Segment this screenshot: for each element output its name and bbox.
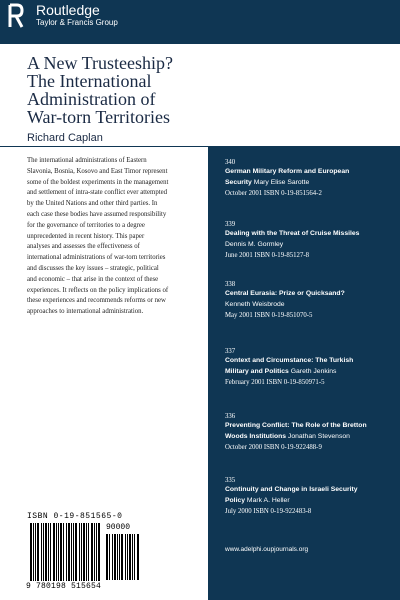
series-number: 338 xyxy=(225,281,236,288)
series-title-line: Context and Circumstance: The Turkish xyxy=(225,357,354,364)
barcode-bar xyxy=(73,523,74,581)
barcode-bar xyxy=(98,523,100,581)
abstract-text xyxy=(27,156,203,318)
barcode-bar xyxy=(109,534,110,580)
series-entry xyxy=(225,158,395,199)
series-title xyxy=(225,167,395,178)
barcode-bar xyxy=(117,534,118,580)
barcode-ean: 9 780198 515654 xyxy=(26,582,102,591)
barcode-bar xyxy=(71,523,72,581)
abstract-line: for the governance of territories to a degree xyxy=(27,221,145,229)
series-title xyxy=(225,485,395,496)
barcode-bar xyxy=(112,534,113,580)
series-title-cont xyxy=(225,496,395,507)
book-title xyxy=(27,54,227,126)
series-title xyxy=(225,289,395,300)
series-date: June 2001 ISBN 0-19-85127-8 xyxy=(225,252,310,259)
series-title xyxy=(225,356,395,367)
barcode-bars xyxy=(30,523,102,583)
series-title-line: Continuity and Change in Israeli Security xyxy=(225,486,358,493)
series-author: Jonathan Stevenson xyxy=(286,432,350,440)
abstract-line: analyses and assesses the effectiveness of xyxy=(27,243,140,251)
series-title-cont xyxy=(225,367,395,378)
series-number: 340 xyxy=(225,159,236,166)
barcode-bar xyxy=(58,523,59,581)
series-date: July 2000 ISBN 0-19-922483-8 xyxy=(225,508,312,515)
series-title-line: German Military Reform and European xyxy=(225,168,350,175)
series-number: 335 xyxy=(225,477,236,484)
abstract-line: and economic – that arise in the context of these xyxy=(27,275,159,283)
series-title-line: Military and Politics xyxy=(225,367,289,375)
barcode-bar xyxy=(114,534,116,580)
barcode-bar xyxy=(106,534,108,580)
series-author: Mary Elise Sarotte xyxy=(251,178,310,186)
barcode-price-code: 90000 xyxy=(106,523,131,532)
barcode-bar xyxy=(43,523,44,581)
series-date: February 2001 ISBN 0-19-850971-5 xyxy=(225,379,325,386)
abstract-line: The international administrations of Eastern xyxy=(27,157,147,164)
series-entry xyxy=(225,280,395,321)
barcode-bar xyxy=(75,523,77,581)
routledge-logo-icon xyxy=(6,3,26,29)
series-title-line: Security xyxy=(225,178,252,186)
barcode-bar xyxy=(41,523,42,581)
series-entry xyxy=(225,412,395,453)
series-title-line: Preventing Conflict: The Role of the Bretton xyxy=(225,422,367,429)
abstract-line: these experiences and recommends reforms or new xyxy=(27,297,166,305)
series-date: October 2000 ISBN 0-19-922488-9 xyxy=(225,444,322,451)
barcode-bar xyxy=(119,534,120,580)
abstract-line: approaches to international administration. xyxy=(27,308,144,316)
barcode-bar xyxy=(68,523,70,581)
title-line: Administration of xyxy=(27,89,156,109)
barcode-bar xyxy=(66,523,67,581)
series-title xyxy=(225,421,395,432)
barcode-bar xyxy=(88,523,89,581)
publisher-banner xyxy=(0,0,400,44)
barcode-bar xyxy=(83,523,85,581)
title-line: The International xyxy=(27,71,152,91)
barcode-bar xyxy=(125,534,126,580)
series-date: May 2001 ISBN 0-19-851070-5 xyxy=(225,312,313,319)
barcode-bar xyxy=(63,523,64,581)
barcode xyxy=(26,512,144,594)
title-line: A New Trusteeship? xyxy=(27,53,174,73)
abstract-line: each case these bodies have assumed responsibility xyxy=(27,210,167,218)
series-entry xyxy=(225,476,395,517)
barcode-bar xyxy=(137,534,139,580)
barcode-bar xyxy=(132,534,133,580)
barcode-bar xyxy=(33,523,34,581)
series-entry xyxy=(225,347,395,388)
author-name: Richard Caplan xyxy=(27,132,103,144)
series-author: Gareth Jenkins xyxy=(288,367,337,375)
publisher-name: Routledge xyxy=(36,2,100,18)
series-number: 336 xyxy=(225,413,236,420)
barcode-bar xyxy=(127,534,128,580)
title-line: War-torn Territories xyxy=(27,107,171,127)
barcode-bar xyxy=(53,523,55,581)
abstract-line: by the United Nations and other third parties. In xyxy=(27,200,158,208)
series-title-line: Woods Institutions xyxy=(225,432,287,440)
abstract-line: Slavonia, Bosnia, Kosovo and East Timor represent xyxy=(27,167,168,175)
abstract-line: unprecedented in recent history. This paper xyxy=(27,232,145,240)
barcode-bar xyxy=(94,523,95,581)
barcode-bar xyxy=(121,534,123,580)
series-author: Dennis M. Gormley xyxy=(225,240,284,248)
series-number: 337 xyxy=(225,348,236,355)
barcode-bar xyxy=(45,523,47,581)
abstract-line: international administrations of war-torn territories xyxy=(27,254,166,262)
abstract-line: experiences. It reflects on the policy implications of xyxy=(27,286,169,294)
barcode-bar xyxy=(134,534,135,580)
series-title-cont xyxy=(225,432,395,443)
abstract-line: and settlement of intra-state conflict ever attempted xyxy=(27,189,168,197)
series-author: Kenneth Weisbrode xyxy=(225,300,285,308)
series-title-line: Policy xyxy=(225,496,246,504)
barcode-bar xyxy=(48,523,49,581)
series-title-line: Dealing with the Threat of Cruise Missiles xyxy=(225,230,360,237)
abstract-line: some of the boldest experiments in the management xyxy=(27,178,169,186)
barcode-bar xyxy=(81,523,82,581)
series-number: 339 xyxy=(225,221,236,228)
publisher-subtitle: Taylor & Francis Group xyxy=(36,18,118,27)
series-title xyxy=(225,229,395,240)
barcode-bar xyxy=(56,523,57,581)
series-author: Mark A. Heller xyxy=(245,496,290,504)
series-title-line: Central Eurasia: Prize or Quicksand? xyxy=(225,290,345,297)
barcode-bar xyxy=(35,523,36,581)
barcode-bar xyxy=(129,534,131,580)
journal-url: www.adelphi.oupjournals.org xyxy=(225,546,309,553)
barcode-bar xyxy=(50,523,51,581)
barcode-bar xyxy=(37,523,39,581)
series-title-cont xyxy=(225,240,395,251)
barcode-bar xyxy=(86,523,87,581)
series-date: October 2001 ISBN 0-19-851564-2 xyxy=(225,190,322,197)
barcode-bar xyxy=(30,523,32,581)
barcode-bar xyxy=(79,523,80,581)
series-title-cont xyxy=(225,300,395,311)
abstract-line: and discusses the key issues – strategic, political xyxy=(27,264,159,272)
barcode-isbn: ISBN 0-19-851565-0 xyxy=(27,512,123,521)
series-title-cont xyxy=(225,178,395,189)
barcode-bar xyxy=(60,523,62,581)
barcode-bar xyxy=(91,523,93,581)
barcode-bar xyxy=(96,523,97,581)
barcode-addon-bars xyxy=(106,534,140,582)
series-entry xyxy=(225,220,395,261)
